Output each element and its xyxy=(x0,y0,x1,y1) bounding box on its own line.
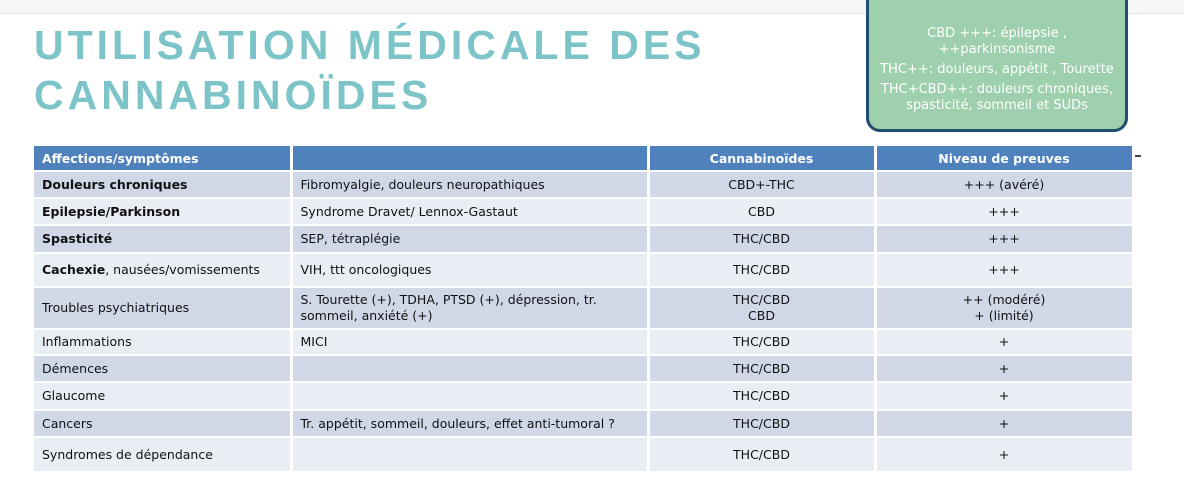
cell-cannabinoid: THC/CBD xyxy=(648,329,875,355)
header-details xyxy=(291,146,648,171)
stray-dash-mark xyxy=(1134,155,1141,157)
cell-condition xyxy=(34,287,291,329)
table-row xyxy=(34,329,1133,355)
condition-text: Cancers xyxy=(42,415,93,431)
condition-text: Glaucome xyxy=(42,388,106,403)
cell-condition xyxy=(34,437,291,471)
cell-cannabinoid: THC/CBD xyxy=(648,437,875,471)
callout-line-thc-cbd: THC+CBD++: douleurs chroniques, spasticité, sommeil et SUDs xyxy=(880,82,1114,113)
cell-cannabinoid xyxy=(648,287,875,329)
cell-cannabinoid: THC/CBD xyxy=(648,410,875,437)
cell-cannabinoid: THC/CBD xyxy=(648,253,875,287)
cell-detail: MICI xyxy=(291,329,648,355)
cell-evidence: +++ xyxy=(875,225,1133,253)
header-affections: Affections/symptômes xyxy=(34,146,291,171)
table-row xyxy=(34,382,1133,410)
cell-detail: VIH, ttt oncologiques xyxy=(291,253,648,287)
condition-text: Démences xyxy=(42,360,109,376)
cell-detail: Syndrome Dravet/ Lennox-Gastaut xyxy=(291,198,648,225)
cell-evidence: +++ xyxy=(875,253,1133,287)
condition-text: , nausées/vomissements xyxy=(105,262,260,277)
table-header-row xyxy=(34,146,1133,171)
table-row xyxy=(34,437,1133,471)
cell-cannabinoid: THC/CBD xyxy=(648,225,875,253)
header-cannabinoides: Cannabinoïdes xyxy=(648,146,875,171)
slide-title-line-2: CANNABINOÏDES xyxy=(34,72,433,118)
cell-evidence: + xyxy=(875,355,1133,382)
cell-condition xyxy=(34,171,291,198)
slide-title-line-1: UTILISATION MÉDICALE DES xyxy=(34,22,706,68)
cell-cannabinoid: CBD xyxy=(648,198,875,225)
cell-detail xyxy=(291,382,648,410)
cell-evidence: +++ (avéré) xyxy=(875,171,1133,198)
table-row xyxy=(34,225,1133,253)
condition-bold-text: Epilepsie/Parkinson xyxy=(42,203,181,219)
cannabinoid-line-2: CBD xyxy=(748,308,775,323)
callout-line-parkinsonisme: ++parkinsonisme xyxy=(938,42,1056,57)
evidence-line-1: ++ (modéré) xyxy=(962,292,1046,307)
cannabinoid-evidence-table xyxy=(34,146,1135,471)
condition-text: Syndromes de dépendance xyxy=(42,446,213,462)
cell-evidence: +++ xyxy=(875,198,1133,225)
header-niveau-preuves: Niveau de preuves xyxy=(875,146,1133,171)
cell-evidence: + xyxy=(875,329,1133,355)
table-row xyxy=(34,171,1133,198)
table-row xyxy=(34,287,1133,329)
cell-condition xyxy=(34,382,291,410)
condition-text: Troubles psychiatriques xyxy=(42,300,190,315)
cell-condition xyxy=(34,225,291,253)
table-row xyxy=(34,198,1133,225)
callout-line-cbd: CBD +++: épilepsie , xyxy=(927,26,1067,41)
cell-detail: SEP, tétraplégie xyxy=(291,225,648,253)
cell-detail: Tr. appétit, sommeil, douleurs, effet anti-tumoral ? xyxy=(291,410,648,437)
cell-evidence xyxy=(875,287,1133,329)
cell-evidence: + xyxy=(875,382,1133,410)
table-row xyxy=(34,355,1133,382)
table-row xyxy=(34,253,1133,287)
cell-cannabinoid: THC/CBD xyxy=(648,382,875,410)
table-row xyxy=(34,410,1133,437)
evidence-line-2: + (limité) xyxy=(974,308,1034,323)
slide-title xyxy=(34,20,706,120)
cell-cannabinoid: CBD+-THC xyxy=(648,171,875,198)
cannabinoid-line-1: THC/CBD xyxy=(733,292,790,307)
cell-detail: Fibromyalgie, douleurs neuropathiques xyxy=(291,171,648,198)
cell-condition xyxy=(34,355,291,382)
cell-condition xyxy=(34,253,291,287)
cell-condition xyxy=(34,329,291,355)
condition-bold-text: Spasticité xyxy=(42,231,113,246)
condition-text: Inflammations xyxy=(42,334,132,349)
condition-bold-text: Cachexie xyxy=(42,262,106,277)
cell-detail: S. Tourette (+), TDHA, PTSD (+), dépression, tr. sommeil, anxiété (+) xyxy=(291,287,648,329)
callout-line-thc: THC++: douleurs, appétit , Tourette xyxy=(880,62,1114,77)
cell-evidence: + xyxy=(875,437,1133,471)
cell-condition xyxy=(34,198,291,225)
cell-condition xyxy=(34,410,291,437)
cell-detail xyxy=(291,437,648,471)
summary-callout-box xyxy=(866,0,1128,132)
cell-detail xyxy=(291,355,648,382)
cell-cannabinoid: THC/CBD xyxy=(648,355,875,382)
condition-bold-text: Douleurs chroniques xyxy=(42,176,188,192)
cell-evidence: + xyxy=(875,410,1133,437)
